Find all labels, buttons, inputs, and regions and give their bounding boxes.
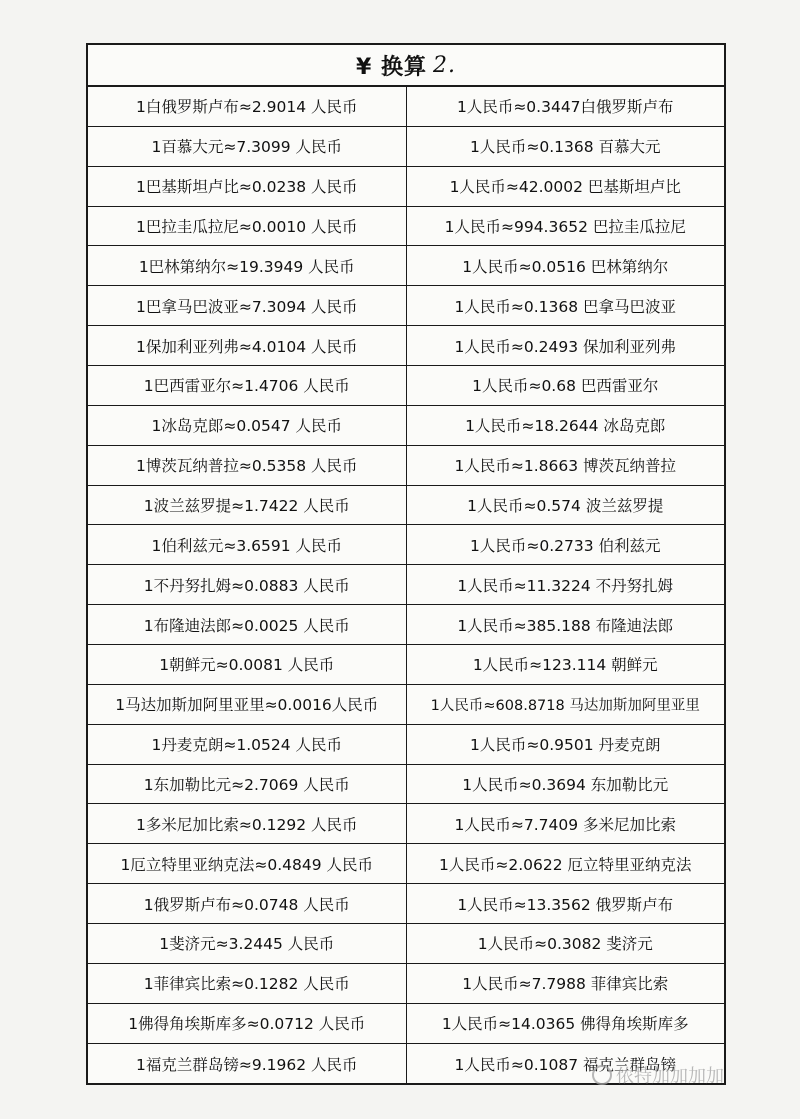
rate-to-rmb-cell: 1不丹努扎姆≈0.0883 人民币 xyxy=(88,565,407,604)
rate-to-rmb-cell: 1朝鲜元≈0.0081 人民币 xyxy=(88,645,407,684)
rate-from-rmb-cell: 1人民币≈0.1087 福克兰群岛镑 xyxy=(454,1055,676,1074)
rate-to-rmb-cell: 1巴拿马巴波亚≈7.3094 人民币 xyxy=(88,286,407,325)
table-row xyxy=(88,87,724,127)
table-title: ¥ 换算 xyxy=(356,54,427,80)
table-row xyxy=(88,844,724,884)
rate-from-rmb-cell: 1人民币≈14.0365 佛得角埃斯库多 xyxy=(441,1015,689,1034)
watermark-logo-icon xyxy=(592,1065,612,1085)
table-row xyxy=(88,645,724,685)
rate-from-rmb-cell: 1人民币≈385.188 布隆迪法郎 xyxy=(457,616,674,635)
table-row xyxy=(88,246,724,286)
rate-to-rmb-cell: 1保加利亚列弗≈4.0104 人民币 xyxy=(88,326,407,365)
rate-from-rmb-cell: 1人民币≈0.68 巴西雷亚尔 xyxy=(472,377,659,396)
rate-from-rmb-cell: 1人民币≈7.7988 菲律宾比索 xyxy=(462,975,669,994)
rate-to-rmb-cell: 1马达加斯加阿里亚里≈0.0016人民币 xyxy=(88,685,407,724)
rate-from-rmb-cell: 1人民币≈0.2733 伯利兹元 xyxy=(469,536,661,555)
rate-to-rmb-cell: 1波兰兹罗提≈1.7422 人民币 xyxy=(88,486,407,525)
rate-from-rmb-cell: 1人民币≈994.3652 巴拉圭瓜拉尼 xyxy=(444,218,686,236)
table-row xyxy=(88,286,724,326)
rate-to-rmb-cell: 1俄罗斯卢布≈0.0748 人民币 xyxy=(88,884,407,923)
table-row xyxy=(88,1004,724,1044)
rate-from-rmb-cell: 1人民币≈0.1368 巴拿马巴波亚 xyxy=(454,297,676,316)
rate-to-rmb-cell: 1福克兰群岛镑≈9.1962 人民币 xyxy=(88,1044,407,1084)
rate-from-rmb-cell: 1人民币≈13.3562 俄罗斯卢布 xyxy=(457,895,674,914)
table-row xyxy=(88,765,724,805)
table-row xyxy=(88,605,724,645)
table-row xyxy=(88,685,724,725)
rate-from-rmb-cell: 1人民币≈608.8718 马达加斯加阿里亚里 xyxy=(430,697,700,714)
rate-to-rmb-cell: 1巴西雷亚尔≈1.4706 人民币 xyxy=(88,366,407,405)
rate-to-rmb-cell: 1多米尼加比索≈0.1292 人民币 xyxy=(88,804,407,843)
handwritten-note: 2. xyxy=(432,52,456,78)
table-row xyxy=(88,924,724,964)
rate-from-rmb-cell: 1人民币≈18.2644 冰岛克郎 xyxy=(465,417,666,436)
table-row xyxy=(88,565,724,605)
table-row xyxy=(88,884,724,924)
rate-to-rmb-cell: 1丹麦克朗≈1.0524 人民币 xyxy=(88,725,407,764)
table-row xyxy=(88,804,724,844)
table-row xyxy=(88,525,724,565)
rate-to-rmb-cell: 1巴基斯坦卢比≈0.0238 人民币 xyxy=(88,167,407,206)
rate-from-rmb-cell: 1人民币≈0.0516 巴林第纳尔 xyxy=(462,257,669,276)
rate-from-rmb-cell: 1人民币≈42.0002 巴基斯坦卢比 xyxy=(449,178,681,197)
table-row xyxy=(88,446,724,486)
table-row xyxy=(88,486,724,526)
rate-to-rmb-cell: 1百慕大元≈7.3099 人民币 xyxy=(88,127,407,166)
rate-from-rmb-cell: 1人民币≈1.8663 博茨瓦纳普拉 xyxy=(454,457,676,476)
table-title-row xyxy=(88,45,724,87)
rate-to-rmb-cell: 1巴拉圭瓜拉尼≈0.0010 人民币 xyxy=(88,207,407,246)
rate-to-rmb-cell: 1冰岛克郎≈0.0547 人民币 xyxy=(88,406,407,445)
rate-from-rmb-cell: 1人民币≈123.114 朝鲜元 xyxy=(472,656,658,675)
rate-to-rmb-cell: 1东加勒比元≈2.7069 人民币 xyxy=(88,765,407,804)
table-row xyxy=(88,326,724,366)
rate-from-rmb-cell: 1人民币≈7.7409 多米尼加比索 xyxy=(454,815,676,834)
rate-from-rmb-cell: 1人民币≈2.0622 厄立特里亚纳克法 xyxy=(438,855,692,874)
watermark xyxy=(592,1062,724,1088)
rate-from-rmb-cell: 1人民币≈0.1368 百慕大元 xyxy=(469,138,661,157)
rate-to-rmb-cell: 1巴林第纳尔≈19.3949 人民币 xyxy=(88,246,407,285)
rate-to-rmb-cell: 1白俄罗斯卢布≈2.9014 人民币 xyxy=(88,87,407,126)
rate-to-rmb-cell: 1菲律宾比索≈0.1282 人民币 xyxy=(88,964,407,1003)
rate-to-rmb-cell: 1博茨瓦纳普拉≈0.5358 人民币 xyxy=(88,446,407,485)
table-row xyxy=(88,207,724,247)
table-row xyxy=(88,167,724,207)
rate-to-rmb-cell: 1伯利兹元≈3.6591 人民币 xyxy=(88,525,407,564)
table-row xyxy=(88,366,724,406)
rate-to-rmb-cell: 1布隆迪法郎≈0.0025 人民币 xyxy=(88,605,407,644)
rate-from-rmb-cell: 1人民币≈0.3694 东加勒比元 xyxy=(462,776,669,795)
table-row xyxy=(88,406,724,446)
watermark-text: 侬特加加加加 xyxy=(616,1066,724,1087)
table-body xyxy=(88,87,724,1083)
rate-from-rmb-cell: 1人民币≈0.3082 斐济元 xyxy=(477,935,653,954)
table-row xyxy=(88,964,724,1004)
rate-to-rmb-cell: 1佛得角埃斯库多≈0.0712 人民币 xyxy=(88,1004,407,1043)
rate-to-rmb-cell: 1斐济元≈3.2445 人民币 xyxy=(88,924,407,963)
rate-from-rmb-cell: 1人民币≈0.3447白俄罗斯卢布 xyxy=(456,98,674,117)
rate-from-rmb-cell: 1人民币≈11.3224 不丹努扎姆 xyxy=(457,576,674,595)
table-row xyxy=(88,127,724,167)
rate-from-rmb-cell: 1人民币≈0.2493 保加利亚列弗 xyxy=(454,337,676,356)
rate-from-rmb-cell: 1人民币≈0.574 波兰兹罗提 xyxy=(467,497,664,516)
rate-from-rmb-cell: 1人民币≈0.9501 丹麦克朗 xyxy=(469,736,661,755)
table-row xyxy=(88,725,724,765)
conversion-table xyxy=(86,43,726,1085)
rate-to-rmb-cell: 1厄立特里亚纳克法≈0.4849 人民币 xyxy=(88,844,407,883)
